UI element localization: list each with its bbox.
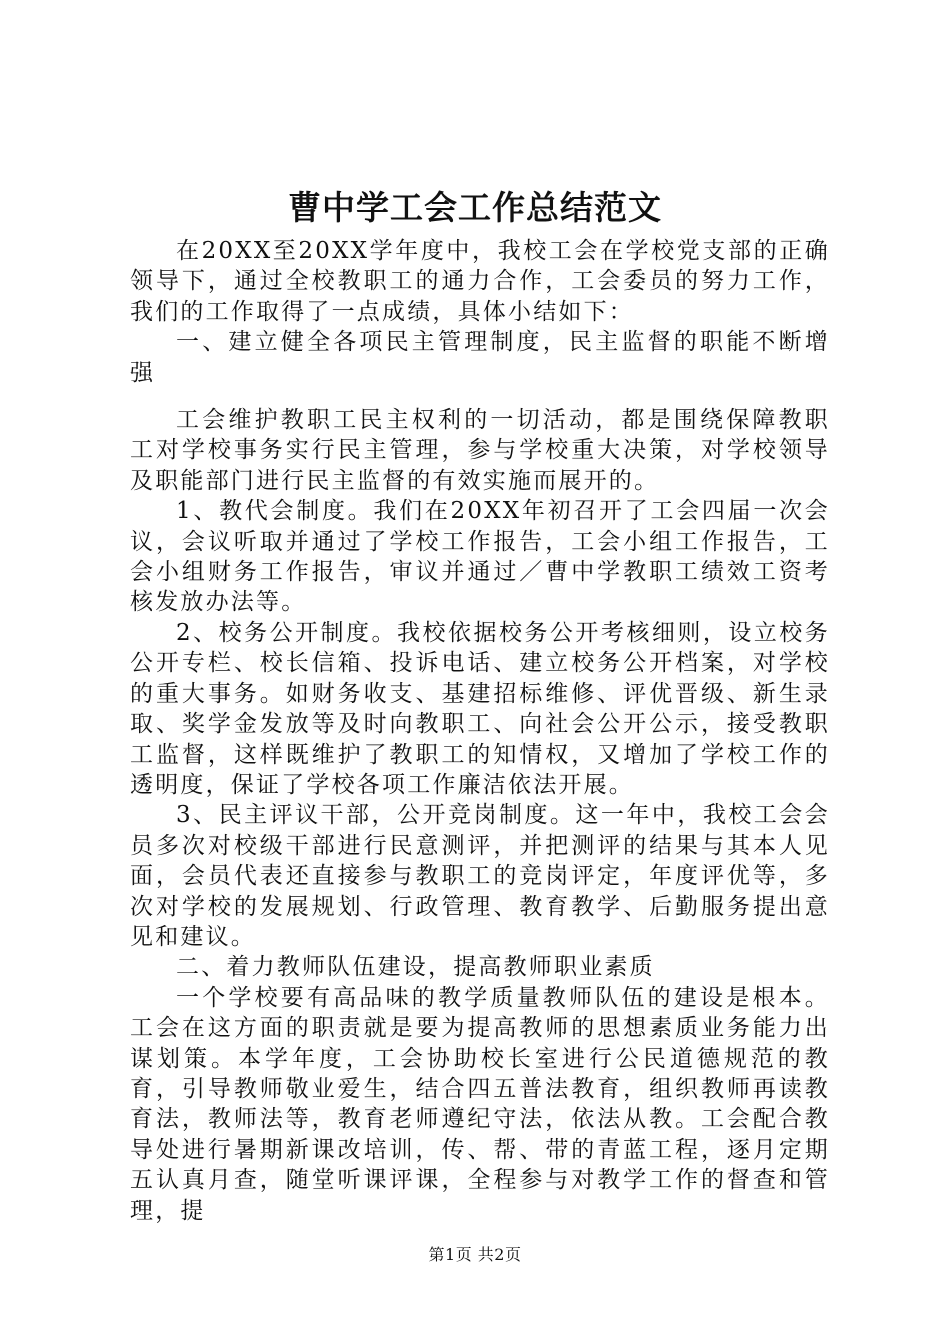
paragraph-intro: 在20XX至20XX学年度中，我校工会在学校党支部的正确领导下，通过全校教职工的通力合作，工会委员的努力工作，我们的工作取得了一点成绩，具体小结如下： xyxy=(130,238,830,325)
paragraph-section-1-intro: 工会维护教职工民主权利的一切活动，都是围绕保障教职工对学校事务实行民主管理，参与学校重大决策，对学校领导及职能部门进行民主监督的有效实施而展开的。 xyxy=(130,407,830,494)
document-body xyxy=(130,236,830,1226)
heading-section-1: 一、建立健全各项民主管理制度，民主监督的职能不断增强 xyxy=(130,329,830,386)
paragraph-item-1: 1、教代会制度。我们在20XX年初召开了工会四届一次会议，会议听取并通过了学校工作报告，工会小组工作报告，工会小组财务工作报告，审议并通过／曹中学教职工绩效工资考核发放办法等。 xyxy=(130,498,830,616)
paragraph-item-2: 2、校务公开制度。我校依据校务公开考核细则，设立校务公开专栏、校长信箱、投诉电话、建立校务公开档案，对学校的重大事务。如财务收支、基建招标维修、评优晋级、新生录取、奖学金发放等及时向教职工、向社会公开公示，接受教职工监督，这样既维护了教职工的知情权，又增加了学校工作的透明度，保证了学校各项工作廉洁依法开展。 xyxy=(130,619,830,798)
document-title: 曹中学工会工作总结范文 xyxy=(288,188,662,227)
paragraph-item-3: 3、民主评议干部，公开竞岗制度。这一年中，我校工会会员多次对校级干部进行民意测评，并把测评的结果与其本人见面，会员代表还直接参与教职工的竞岗评定，年度评优等，多次对学校的发展规划、行政管理、教育教学、后勤服务提出意见和建议。 xyxy=(130,802,830,950)
paragraph-section-2: 一个学校要有高品味的教学质量教师队伍的建设是根本。工会在这方面的职责就是要为提高教师的思想素质业务能力出谋划策。本学年度，工会协助校长室进行公民道德规范的教育，引导教师敬业爱生，结合四五普法教育，组织教师再读教育法，教师法等，教育老师遵纪守法，依法从教。工会配合教导处进行暑期新课改培训，传、帮、带的青蓝工程，逐月定期五认真月查，随堂听课评课，全程参与对教学工作的督查和管理，提 xyxy=(130,984,830,1224)
page-footer: 第1页 共2页 xyxy=(428,1245,522,1264)
heading-section-2: 二、着力教师队伍建设，提高教师职业素质 xyxy=(176,954,655,981)
